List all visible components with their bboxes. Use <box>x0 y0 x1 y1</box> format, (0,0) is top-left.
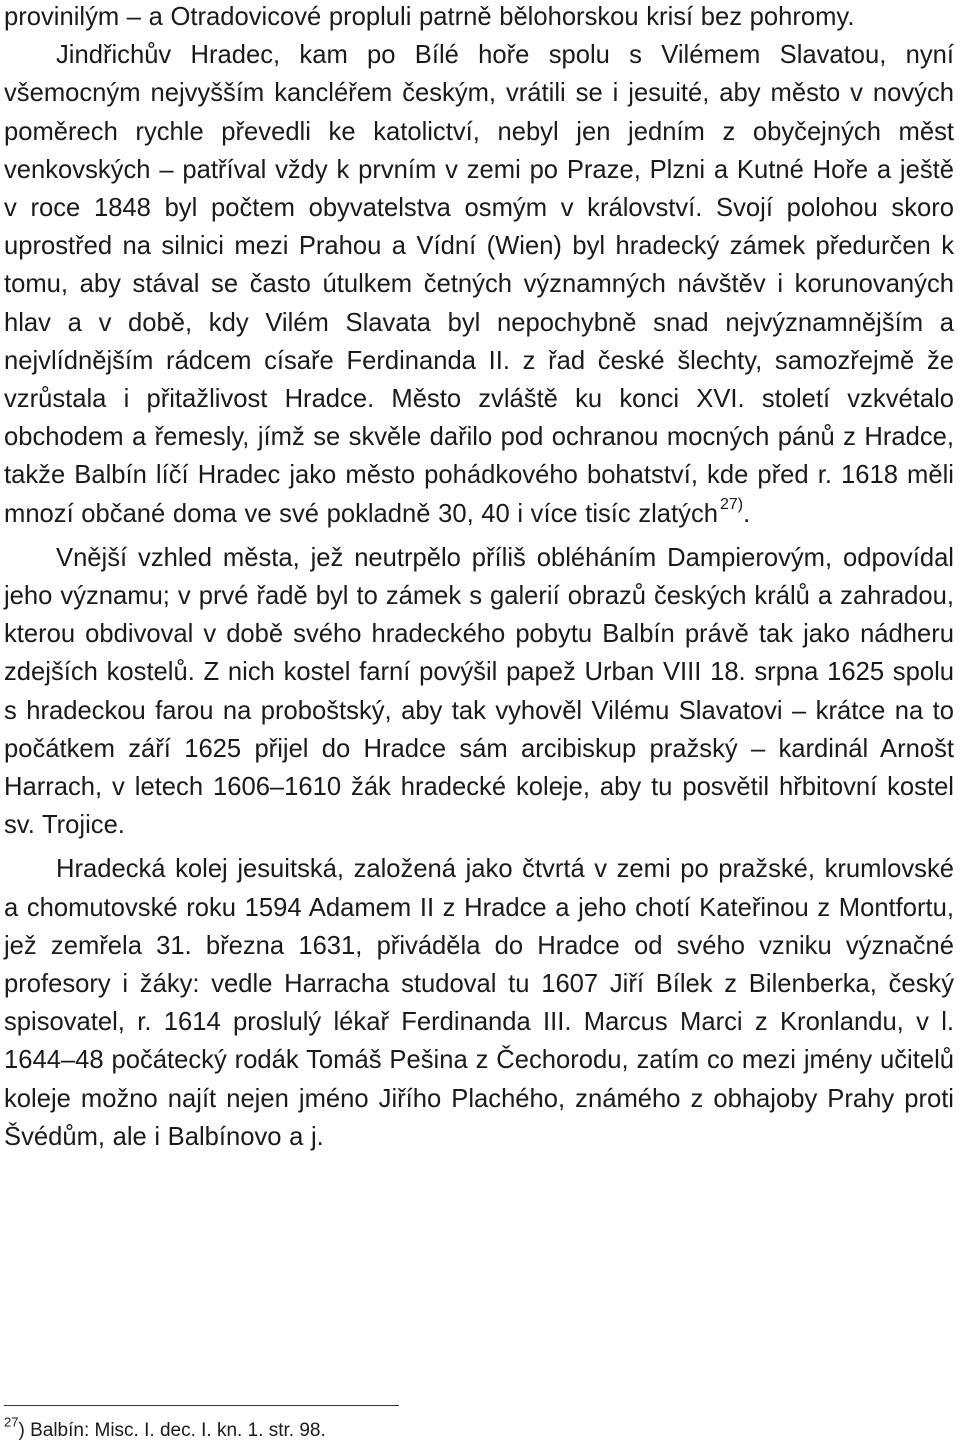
footnote-marker-suffix: ) <box>18 1420 25 1441</box>
footnote-reference[interactable]: 27) <box>719 495 744 513</box>
paragraph-text: Vnější vzhled města, jež neutrpělo příliš obléháním Dampierovým, odpovídal jeho významu; v prvé řadě byl to zámek s galerií obrazů českých králů a zahradou, kterou obdivoval v době svého hradeckého pobytu Balbín právě tak jako nádheru zdejších kostelů. Z nich kostel farní povýšil papež Urban VIII 18. srpna 1625 spolu s hradeckou farou na proboštský, aby tak vyhověl Vilému Slavatovi – krátce na to počátkem září 1625 přijel do Hradce sám arcibiskup pražský – kardinál Arnošt Harrach, v letech 1606–1610 žák hradecké koleje, aby tu posvětil hřbitovní kostel sv. Trojice. <box>4 543 954 840</box>
footnote-separator <box>4 1405 399 1406</box>
paragraph-continuation <box>4 0 954 36</box>
footnote-text: Balbín: Misc. I. dec. I. kn. 1. str. 98. <box>30 1420 326 1441</box>
paragraph-text: Jindřichův Hradec, kam po Bílé hoře spolu s Vilémem Slavatou, nyní všemocným nejvyšším kancléřem českým, vrátili se i jesuité, aby město v nových poměrech rychle převedli ke katolictví, nebyl jen jedním z obyčejných měst venkovských – patříval vždy k prvním v zemi po Praze, Plzni a Kutné Hoře a ještě v roce 1848 byl počtem obyvatelstva osmým v království. Svojí polohou skoro uprostřed na silnici mezi Prahou a Vídní (Wien) byl hradecký zámek předurčen k tomu, aby stával se často útulkem četných významných návštěv i korunovaných hlav a v době, kdy Vilém Slavata byl nepochybně snad nejvýznamnějším a nejvlídnějším rádcem císaře Ferdinanda II. z řad české šlechty, samozřejmě že vzrůstala i přitažlivost Hradce. Město zvláště ku konci XVI. století vzkvétalo obchodem a řemesly, jímž se skvěle dařilo pod ochranou mocných pánů z Hradce, takže Balbín líčí Hradec jako město pohádkového bohatství, kde před r. 1618 měli mnozí občané doma ve své pokladně 30, 40 i více tisíc zlatých <box>4 41 954 528</box>
paragraph-text: Hradecká kolej jesuitská, založená jako čtvrtá v zemi po pražské, krumlovské a chomutovské roku 1594 Adamem II z Hradce a jeho chotí Kateřinou z Montfortu, jež zemřela 31. března 1631, přiváděla do Hradce od svého vzniku význačné profesory i žáky: vedle Harracha studoval tu 1607 Jiří Bílek z Bilenberka, český spisovatel, r. 1614 proslulý lékař Ferdinanda III. Marcus Marci z Kronlandu, v l. 1644–48 počátecký rodák Tomáš Pešina z Čechorodu, zatím co mezi jmény učitelů koleje možno najít nejen jméno Jiřího Plachého, známého z obhajoby Prahy proti Švédům, ale i Balbínovo a j. <box>4 855 954 1151</box>
document-page <box>4 0 954 1156</box>
paragraph-text: provinilým – a Otradovicové propluli patrně bělohorskou krisí bez pohromy. <box>4 3 855 31</box>
paragraph-jindrichuv-hradec <box>4 36 954 533</box>
paragraph-hradecka-kolej <box>4 850 954 1156</box>
paragraph-vnejsi-vzhled <box>4 539 954 845</box>
footnote-marker: 27 <box>4 1414 19 1430</box>
footnote-27 <box>4 1414 326 1444</box>
paragraph-tail: . <box>743 499 751 528</box>
